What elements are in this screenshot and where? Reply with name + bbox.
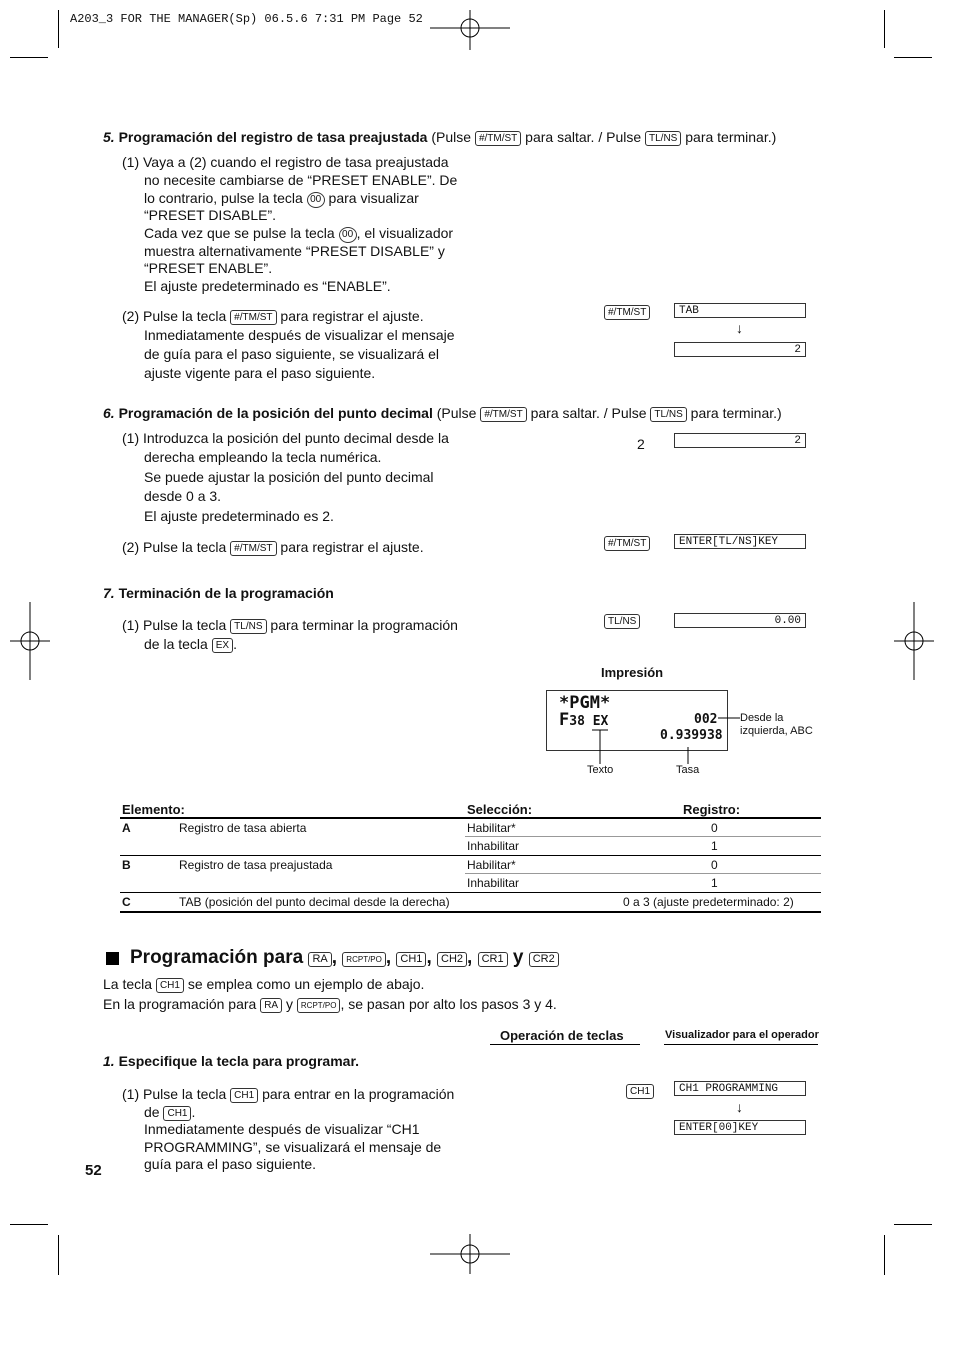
- tmst-key-operation: #/TM/ST: [604, 305, 650, 320]
- tmst-key: #/TM/ST: [475, 131, 521, 146]
- ch2-key: CH2: [437, 952, 467, 967]
- receipt-tasa-label: Tasa: [676, 764, 700, 776]
- step-number: 7.: [103, 585, 115, 601]
- row-value: 0 a 3 (ajuste predeterminado: 2): [623, 895, 794, 909]
- down-arrow-icon: ↓: [736, 320, 743, 336]
- tmst-key: #/TM/ST: [230, 541, 276, 556]
- heading-text: para saltar. / Pulse: [530, 405, 647, 421]
- heading-text: para saltar. / Pulse: [525, 129, 642, 145]
- step-number: 1.: [103, 1053, 115, 1069]
- text: para visualizar: [328, 190, 419, 206]
- ch1-key: CH1: [396, 952, 426, 967]
- down-arrow-icon: ↓: [736, 1099, 743, 1115]
- 00-key: 00: [339, 227, 357, 243]
- heading-text: (Pulse: [436, 405, 477, 421]
- ra-key: RA: [308, 952, 331, 967]
- s6-p1-line5: El ajuste predeterminado es 2.: [144, 508, 334, 524]
- ch1-key-operation: CH1: [626, 1084, 654, 1099]
- text: Cada vez que se pulse la tecla: [144, 225, 335, 241]
- print-header: A203_3 FOR THE MANAGER(Sp) 06.5.6 7:31 PM Page 52: [70, 12, 423, 26]
- text: (2) Pulse la tecla: [122, 539, 227, 555]
- row-selection: Inhabilitar: [467, 839, 520, 853]
- crop-mark: [894, 57, 932, 58]
- table-rule: [120, 817, 821, 819]
- text: para entrar en la programación: [262, 1086, 455, 1102]
- section-5-heading: [103, 128, 776, 147]
- receipt-code: 38 EX: [569, 714, 609, 729]
- column-underline: [664, 1044, 818, 1045]
- s7-p1-line1: [122, 616, 458, 635]
- row-item: TAB (posición del punto decimal desde la derecha): [179, 895, 450, 909]
- row-selection: Inhabilitar: [467, 876, 520, 890]
- 00-key: 00: [307, 192, 325, 208]
- column-header-display: Visualizador para el operador: [665, 1029, 819, 1041]
- text: para registrar el ajuste.: [280, 308, 424, 324]
- tmst-key-operation: #/TM/ST: [604, 536, 650, 551]
- receipt-line-code: 002: [694, 712, 718, 727]
- registration-mark: [894, 602, 934, 680]
- s5-p1-line5: [144, 224, 453, 243]
- section-7-heading: [103, 584, 334, 603]
- table-header-elemento: Elemento:: [122, 802, 185, 817]
- s5-p1-line7: “PRESET ENABLE”.: [144, 260, 273, 276]
- crop-mark: [884, 10, 885, 48]
- row-letter: C: [122, 895, 131, 909]
- column-header-key-operation: Operación de teclas: [500, 1028, 624, 1043]
- text: de: [144, 1104, 160, 1120]
- sep: ,: [331, 947, 338, 968]
- s5-p1-line8: El ajuste predeterminado es “ENABLE”.: [144, 278, 391, 294]
- ch1-key: CH1: [230, 1088, 258, 1103]
- step1-p1-line1: [122, 1085, 454, 1104]
- text: (1) Pulse la tecla: [122, 617, 227, 633]
- heading-text: (Pulse: [431, 129, 472, 145]
- heading-text: para terminar.): [690, 405, 782, 421]
- s5-p2-line4: ajuste vigente para el paso siguiente.: [144, 365, 376, 381]
- text: , se pasan por alto los pasos 3 y 4.: [340, 996, 557, 1012]
- s6-p1-line3: Se puede ajustar la posición del punto decimal: [144, 469, 434, 485]
- text: , el visualizador: [356, 225, 454, 241]
- operator-display: ENTER[00]KEY: [674, 1120, 806, 1135]
- step-number: 6.: [103, 405, 115, 421]
- title-text: Programación para: [130, 947, 304, 968]
- ch1-key: CH1: [156, 978, 184, 993]
- row-value: 1: [711, 839, 718, 853]
- table-rule: [465, 873, 821, 874]
- receipt-label: Impresión: [601, 665, 664, 680]
- row-item: Registro de tasa preajustada: [179, 858, 333, 872]
- s7-p1-line2: [144, 635, 237, 654]
- receipt-leader-lines: [546, 690, 746, 770]
- s5-p2-line2: Inmediatamente después de visualizar el mensaje: [144, 327, 455, 343]
- text: para registrar el ajuste.: [280, 539, 424, 555]
- receipt-texto-label: Texto: [587, 764, 614, 776]
- step1-p1-line3: Inmediatamente después de visualizar “CH1: [144, 1121, 420, 1137]
- operator-display: 2: [674, 433, 806, 448]
- s6-p2-line1: [122, 538, 424, 557]
- step-title: Terminación de la programación: [118, 585, 334, 601]
- operator-display: ENTER[TL/NS]KEY: [674, 534, 806, 549]
- step-title: Programación del registro de tasa preajustada: [118, 129, 428, 145]
- sep: ,: [426, 947, 432, 968]
- tmst-key: #/TM/ST: [230, 310, 276, 325]
- numeric-input: 2: [637, 436, 645, 452]
- note-line: izquierda, ABC: [740, 725, 813, 737]
- s6-p1-line4: desde 0 a 3.: [144, 488, 222, 504]
- note-line: Desde la: [740, 712, 784, 724]
- s5-p1-line1: (1) Vaya a (2) cuando el registro de tasa preajustada: [122, 154, 449, 170]
- receipt-note: [740, 712, 813, 738]
- text: .: [233, 636, 237, 652]
- step-1-heading: [103, 1052, 359, 1071]
- crop-mark: [58, 1235, 59, 1275]
- tlns-key-operation: TL/NS: [604, 614, 640, 629]
- text: .: [191, 1104, 196, 1120]
- cr1-key: CR1: [478, 952, 508, 967]
- crop-mark: [884, 1235, 885, 1275]
- operator-display: CH1 PROGRAMMING: [674, 1081, 806, 1096]
- table-rule: [120, 855, 821, 856]
- s6-p1-line1: (1) Introduzca la posición del punto decimal desde la: [122, 430, 449, 446]
- crop-mark: [894, 1224, 932, 1225]
- row-letter: B: [122, 858, 131, 872]
- heading-text: para terminar.): [685, 129, 777, 145]
- crop-mark: [10, 57, 48, 58]
- receipt-line-pgm: *PGM*: [559, 693, 611, 713]
- operator-display: 2: [674, 342, 806, 357]
- receipt-f: F: [559, 710, 570, 730]
- registration-mark: [430, 10, 510, 50]
- page-number: 52: [85, 1162, 102, 1179]
- receipt-line-rate: 0.939938: [660, 728, 723, 743]
- tlns-key: TL/NS: [650, 407, 686, 422]
- s6-p1-line2: derecha empleando la tecla numérica.: [144, 449, 382, 465]
- registration-mark: [10, 602, 50, 680]
- intro-line2: [103, 995, 557, 1014]
- text: para terminar la programación: [270, 617, 458, 633]
- text: (1) Pulse la tecla: [122, 1086, 227, 1102]
- row-value: 0: [711, 858, 718, 872]
- operator-display: TAB: [674, 303, 806, 318]
- sep: ,: [385, 947, 392, 968]
- text: La tecla: [103, 976, 153, 992]
- column-underline: [490, 1044, 640, 1045]
- rcptpo-key: RCPT/PO: [342, 952, 386, 967]
- row-value: 0: [711, 821, 718, 835]
- crop-mark: [10, 1224, 48, 1225]
- operator-display: 0.00: [674, 613, 806, 628]
- row-selection: Habilitar*: [467, 821, 516, 835]
- tlns-key: TL/NS: [230, 619, 266, 634]
- text: (2) Pulse la tecla: [122, 308, 227, 324]
- step1-p1-line5: guía para el paso siguiente.: [144, 1156, 317, 1172]
- text: de la tecla: [144, 636, 208, 652]
- registration-mark: [430, 1234, 510, 1274]
- step-title: Programación de la posición del punto decimal: [118, 405, 433, 421]
- ra-key: RA: [260, 998, 282, 1013]
- s5-p2-line1: [122, 307, 424, 326]
- intro-line1: [103, 975, 424, 994]
- sep: ,: [467, 947, 473, 968]
- step-number: 5.: [103, 129, 115, 145]
- table-header-seleccion: Selección:: [467, 802, 533, 817]
- table-header-registro: Registro:: [683, 802, 741, 817]
- step-title: Especifique la tecla para programar.: [118, 1053, 360, 1069]
- s5-p1-line2: no necesite cambiarse de “PRESET ENABLE”. De: [144, 172, 458, 188]
- table-rule: [120, 892, 821, 893]
- s5-p2-line3: de guía para el paso siguiente, se visualizará el: [144, 346, 439, 362]
- text: En la programación para: [103, 996, 257, 1012]
- row-selection: Habilitar*: [467, 858, 516, 872]
- s5-p1-line6: muestra alternativamente “PRESET DISABLE” y: [144, 243, 445, 259]
- y: y: [512, 947, 524, 968]
- ch1-key: CH1: [163, 1106, 191, 1121]
- row-letter: A: [122, 821, 131, 835]
- cr2-key: CR2: [529, 952, 559, 967]
- text: se emplea como un ejemplo de abajo.: [187, 976, 425, 992]
- crop-mark: [58, 10, 59, 48]
- tlns-key: TL/NS: [645, 131, 681, 146]
- row-item: Registro de tasa abierta: [179, 821, 307, 835]
- rcptpo-key: RCPT/PO: [297, 998, 341, 1013]
- section-title: [130, 947, 559, 969]
- s5-p1-line4: “PRESET DISABLE”.: [144, 207, 277, 223]
- table-rule: [465, 836, 821, 837]
- row-value: 1: [711, 876, 718, 890]
- section-6-heading: [103, 404, 782, 423]
- ex-key: EX: [212, 638, 233, 653]
- text: y: [286, 996, 293, 1012]
- square-bullet-icon: [106, 952, 119, 965]
- step1-p1-line4: PROGRAMMING”, se visualizará el mensaje de: [144, 1139, 442, 1155]
- table-rule: [120, 911, 821, 913]
- tmst-key: #/TM/ST: [480, 407, 526, 422]
- text: lo contrario, pulse la tecla: [144, 190, 303, 206]
